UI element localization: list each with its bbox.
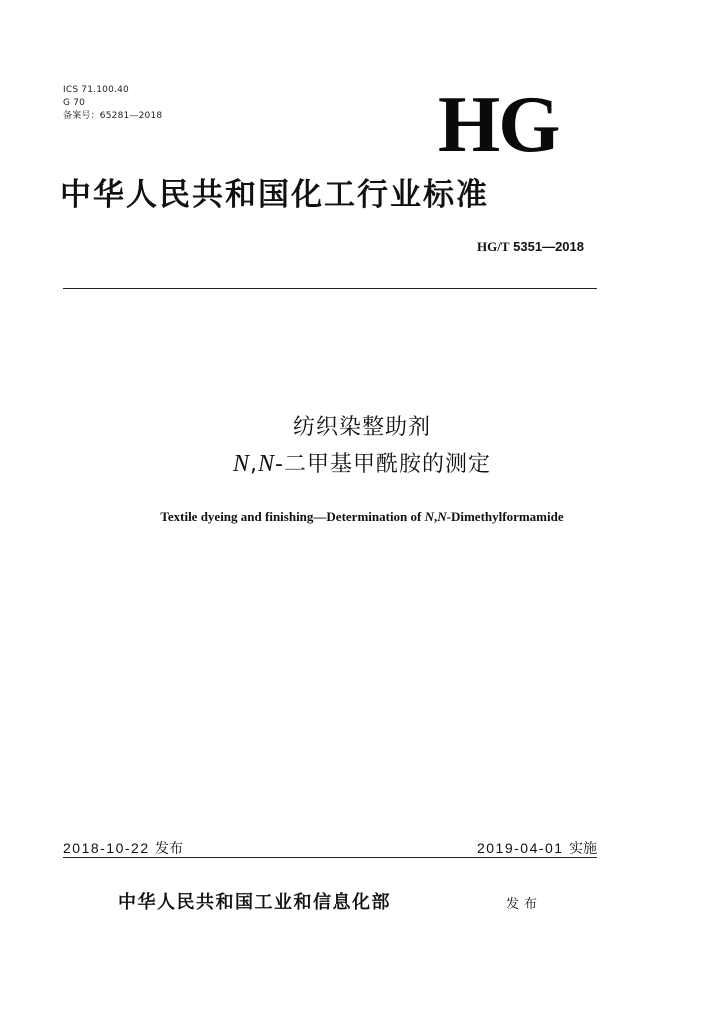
- title-en-italic-n2: N: [437, 509, 447, 524]
- issuer-publish-label: 发布: [506, 897, 543, 912]
- standard-number: [477, 239, 584, 255]
- ics-code: ICS 71.100.40: [63, 85, 129, 95]
- issue-date-group: [63, 838, 183, 858]
- implementation-date-group: [477, 838, 597, 858]
- title-en-separator: ,: [434, 509, 438, 524]
- standard-category-title: 中华人民共和国化工行业标准: [60, 177, 489, 213]
- standard-number-prefix: HG/T: [477, 239, 510, 254]
- issue-date: 2018-10-22: [63, 840, 150, 856]
- title-cn-line2-rest: -二甲基甲酰胺的测定: [275, 452, 491, 477]
- title-cn-line1: 纺织染整助剂: [292, 415, 431, 440]
- issuing-authority: 中华人民共和国工业和信息化部: [118, 892, 391, 913]
- hg-logo: HG: [438, 81, 559, 169]
- title-cn-italic-n1: N: [233, 451, 251, 477]
- bottom-divider: [63, 857, 597, 858]
- title-en-suffix: -Dimethylformamide: [446, 509, 564, 524]
- title-en-italic-n1: N: [424, 509, 434, 524]
- implementation-label: 实施: [569, 841, 597, 857]
- issue-label: 发布: [155, 841, 184, 857]
- standard-number-rest: 5351—2018: [509, 239, 584, 254]
- title-english: [0, 509, 724, 525]
- title-cn-separator: ,: [250, 452, 259, 477]
- top-divider: [63, 288, 597, 289]
- title-cn-italic-n2: N: [258, 451, 276, 477]
- implementation-date: 2019-04-01: [476, 840, 564, 856]
- title-cn-line2: [0, 447, 724, 478]
- title-en-prefix: Textile dyeing and finishing—Determination of: [160, 509, 425, 524]
- classification-code: G 70: [63, 98, 86, 108]
- record-number: 备案号：65281—2018: [63, 111, 163, 121]
